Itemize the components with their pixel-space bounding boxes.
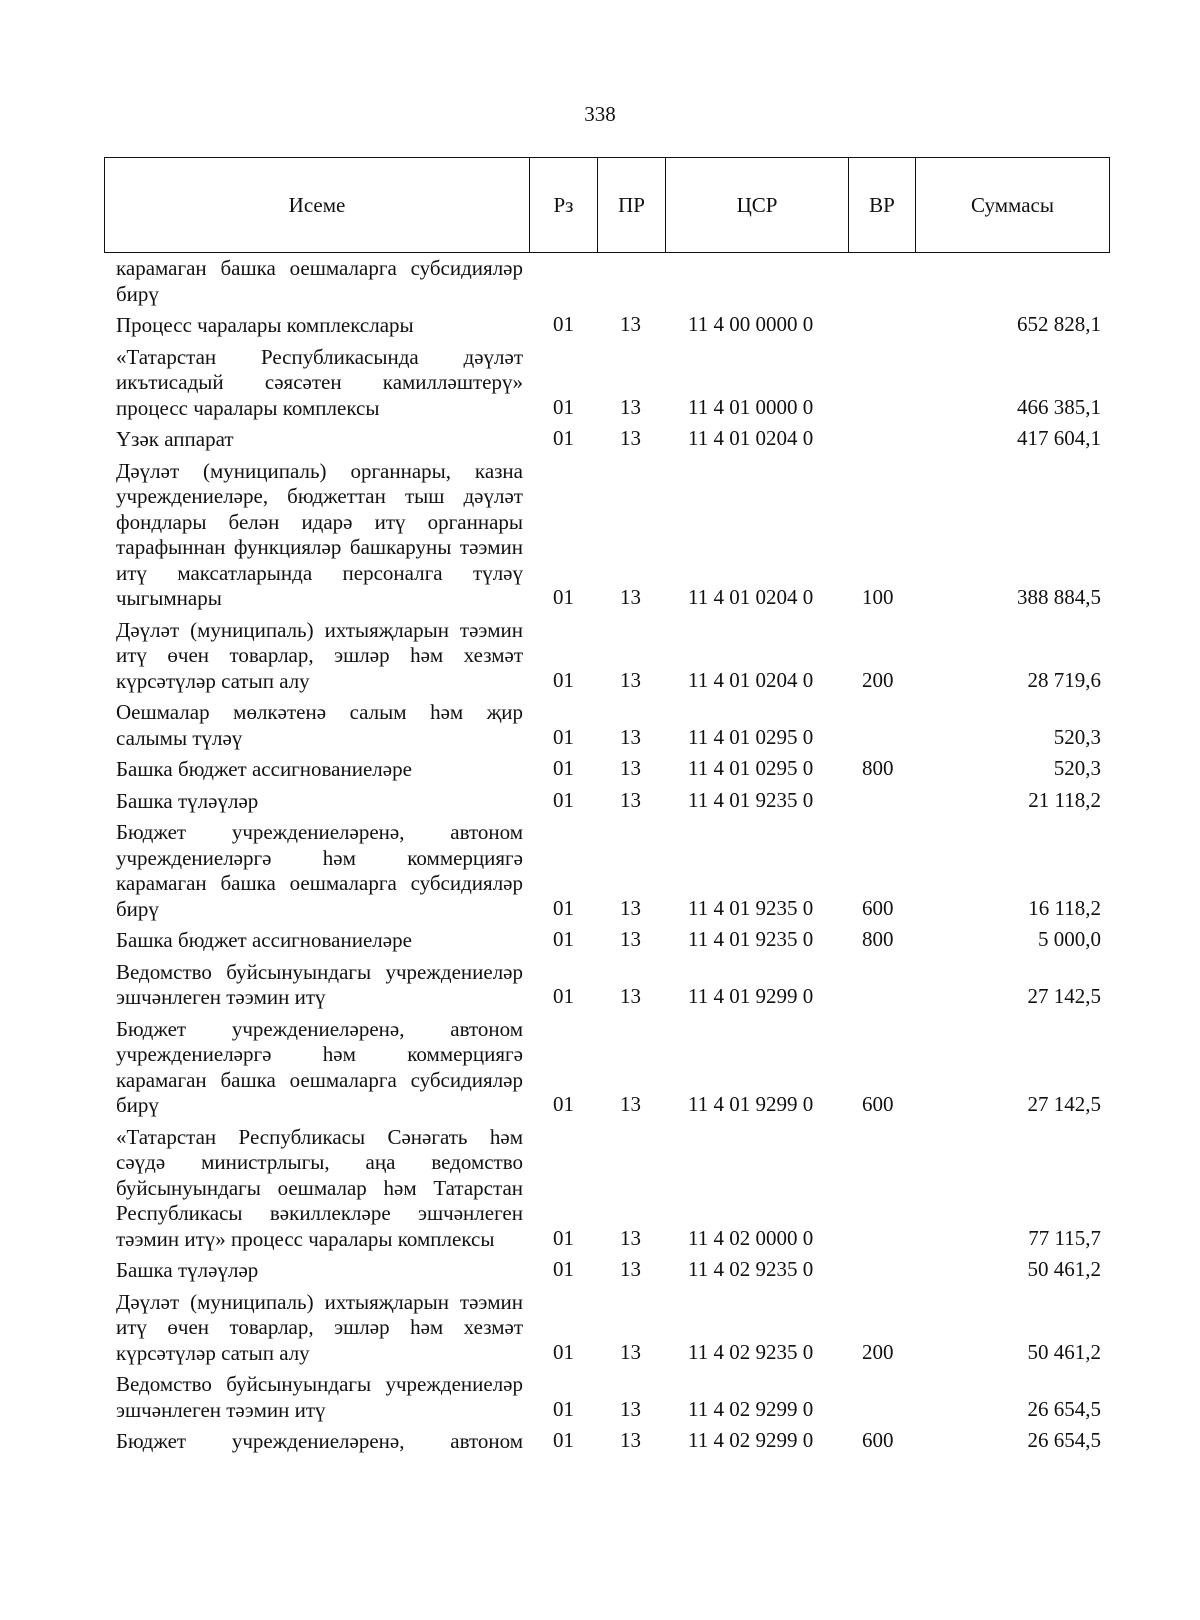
- row-csr: 11 4 01 9235 0: [688, 927, 814, 951]
- row-name: Башка бюджет ассигнованиеләре: [116, 757, 412, 781]
- table-row: [0, 1426, 1200, 1458]
- table-row: [0, 957, 1200, 1014]
- row-vr: 600: [862, 1428, 894, 1452]
- row-rz: 01: [553, 724, 574, 749]
- table-row: [0, 925, 1200, 957]
- row-name: Ведомство буйсынуындагы учреждениеләр эшчәнлеген тәэмин итү: [116, 1372, 523, 1422]
- row-csr: 11 4 01 0204 0: [688, 667, 814, 692]
- row-sum: 652 828,1: [1017, 312, 1101, 336]
- row-vr: 800: [862, 927, 894, 951]
- row-csr: 11 4 02 9235 0: [688, 1339, 814, 1364]
- row-sum: 50 461,2: [1027, 1257, 1101, 1281]
- row-csr: 11 4 01 9235 0: [688, 895, 814, 920]
- row-rz: 01: [553, 984, 574, 1008]
- table-row: [0, 817, 1200, 925]
- table-header: [104, 157, 1110, 253]
- row-pr: 13: [620, 927, 641, 951]
- row-sum: 5 000,0: [1038, 927, 1101, 951]
- row-rz: 01: [553, 1339, 574, 1364]
- row-name: «Татарстан Республикасы Сәнәгать һәм сәүдә министрлыгы, аңа ведомство буйсынуындагы оешмалар һәм Татарстан Республикасы вәкиллекләре эшчәнлеген тәэмин итү» процесс чаралары комплексы: [116, 1124, 523, 1251]
- row-csr: 11 4 01 9299 0: [688, 1092, 814, 1116]
- row-name: Дәүләт (муниципаль) ихтыяҗларын тәэмин итү өчен товарлар, эшләр һәм хезмәт күрсәтүләр сатып алу: [116, 617, 523, 693]
- page-number: 338: [584, 102, 616, 126]
- row-pr: 13: [620, 1257, 641, 1281]
- row-pr: 13: [620, 1225, 641, 1250]
- row-pr: 13: [620, 984, 641, 1008]
- row-sum: 466 385,1: [1017, 394, 1101, 419]
- row-pr: 13: [620, 426, 641, 450]
- table-row: [0, 1122, 1200, 1256]
- row-vr: 600: [862, 1092, 894, 1116]
- row-rz: 01: [553, 426, 574, 450]
- row-vr: 100: [862, 585, 894, 609]
- row-csr: 11 4 02 9299 0: [688, 1428, 814, 1452]
- table-row: [0, 1014, 1200, 1122]
- table-body: [0, 253, 1200, 1458]
- table-row: [0, 310, 1200, 342]
- row-name: карамаган башка оешмаларга субсидияләр бирү: [116, 256, 523, 306]
- row-pr: 13: [620, 724, 641, 749]
- row-pr: 13: [620, 394, 641, 419]
- row-csr: 11 4 01 9299 0: [688, 984, 814, 1008]
- row-sum: 27 142,5: [1027, 984, 1101, 1008]
- row-name: Үзәк аппарат: [116, 427, 234, 451]
- row-csr: 11 4 01 9235 0: [688, 787, 814, 812]
- row-rz: 01: [553, 1257, 574, 1281]
- row-pr: 13: [620, 895, 641, 920]
- row-name: Башка бюджет ассигнованиеләре: [116, 928, 412, 952]
- row-name: «Татарстан Республикасында дәүләт икътисадый сәясәтен камилләштерү» процесс чаралары комплексы: [116, 344, 523, 420]
- table-row: [0, 424, 1200, 456]
- row-csr: 11 4 01 0204 0: [688, 585, 814, 609]
- row-rz: 01: [553, 394, 574, 419]
- header-pr: ПР: [597, 158, 665, 252]
- row-sum: 520,3: [1053, 756, 1101, 780]
- row-csr: 11 4 01 0295 0: [688, 756, 814, 780]
- row-sum: 77 115,7: [1028, 1225, 1101, 1250]
- header-name: Исеме: [288, 192, 346, 217]
- row-pr: 13: [620, 585, 641, 609]
- table-row: [0, 342, 1200, 425]
- row-rz: 01: [553, 756, 574, 780]
- row-csr: 11 4 01 0204 0: [688, 426, 814, 450]
- row-csr: 11 4 01 0000 0: [688, 394, 814, 419]
- table-row: [0, 1287, 1200, 1370]
- row-rz: 01: [553, 1092, 574, 1116]
- header-sum: Суммасы: [915, 158, 1109, 252]
- table-row: [0, 1369, 1200, 1426]
- row-csr: 11 4 00 0000 0: [688, 312, 814, 336]
- row-pr: 13: [620, 1428, 641, 1452]
- row-name: Дәүләт (муниципаль) ихтыяҗларын тәэмин итү өчен товарлар, эшләр һәм хезмәт күрсәтүләр сатып алу: [116, 1289, 523, 1365]
- row-name: Процесс чаралары комплекслары: [116, 313, 414, 337]
- row-rz: 01: [553, 667, 574, 692]
- header-vr: ВР: [848, 158, 915, 252]
- row-pr: 13: [620, 756, 641, 780]
- row-vr: 800: [862, 756, 894, 780]
- row-sum: 21 118,2: [1028, 787, 1101, 812]
- header-csr: ЦСР: [665, 158, 848, 252]
- row-rz: 01: [553, 312, 574, 336]
- row-pr: 13: [620, 667, 641, 692]
- row-vr: 200: [862, 1339, 894, 1364]
- row-sum: 417 604,1: [1017, 426, 1101, 450]
- row-pr: 13: [620, 787, 641, 812]
- row-name: Оешмалар мөлкәтенә салым һәм җир салымы түләү: [116, 700, 523, 750]
- row-sum: 16 118,2: [1028, 895, 1101, 920]
- row-csr: 11 4 01 0295 0: [688, 724, 814, 749]
- row-sum: 26 654,5: [1027, 1428, 1101, 1452]
- row-name: Бюджет учреждениеләренә, автоном учреждениеләргә һәм коммерциягә карамаган башка оешмаларга субсидияләр бирү: [116, 820, 523, 921]
- row-sum: 26 654,5: [1027, 1396, 1101, 1421]
- row-name: Бюджет учреждениеләренә, автоном учреждениеләргә һәм коммерциягә карамаган башка оешмаларга субсидияләр бирү: [116, 1016, 523, 1117]
- table-row: [0, 1255, 1200, 1287]
- row-rz: 01: [553, 1428, 574, 1452]
- row-rz: 01: [553, 787, 574, 812]
- row-name: Ведомство буйсынуындагы учреждениеләр эшчәнлеген тәэмин итү: [116, 959, 523, 1009]
- row-csr: 11 4 02 9235 0: [688, 1257, 814, 1281]
- row-csr: 11 4 02 0000 0: [688, 1225, 814, 1250]
- table-row: [0, 697, 1200, 754]
- table-row: [0, 786, 1200, 818]
- row-csr: 11 4 02 9299 0: [688, 1396, 814, 1421]
- row-sum: 520,3: [1053, 724, 1101, 749]
- row-rz: 01: [553, 927, 574, 951]
- row-rz: 01: [553, 1225, 574, 1250]
- row-vr: 600: [862, 895, 894, 920]
- row-pr: 13: [620, 1339, 641, 1364]
- row-name: Бюджет учреждениеләренә, автоном: [116, 1429, 523, 1453]
- row-sum: 50 461,2: [1027, 1339, 1101, 1364]
- row-pr: 13: [620, 312, 641, 336]
- row-pr: 13: [620, 1092, 641, 1116]
- table-row: [0, 456, 1200, 615]
- row-rz: 01: [553, 1396, 574, 1421]
- header-rz: Рз: [529, 158, 597, 252]
- row-pr: 13: [620, 1396, 641, 1421]
- row-sum: 28 719,6: [1027, 667, 1101, 692]
- row-rz: 01: [553, 895, 574, 920]
- row-name: Дәүләт (муниципаль) органнары, казна учреждениеләре, бюджеттан тыш дәүләт фондлары белән идарә итү органнары тарафыннан функцияләр башкаруны тәэмин итү максатларында персоналга түләү чыгымнары: [116, 458, 523, 610]
- table-row: [0, 253, 1200, 310]
- table-row: [0, 615, 1200, 698]
- row-name: Башка түләүләр: [116, 1258, 259, 1282]
- row-vr: 200: [862, 667, 894, 692]
- row-rz: 01: [553, 585, 574, 609]
- row-sum: 388 884,5: [1017, 585, 1101, 609]
- row-name: Башка түләүләр: [116, 788, 259, 813]
- row-sum: 27 142,5: [1027, 1092, 1101, 1116]
- table-row: [0, 754, 1200, 786]
